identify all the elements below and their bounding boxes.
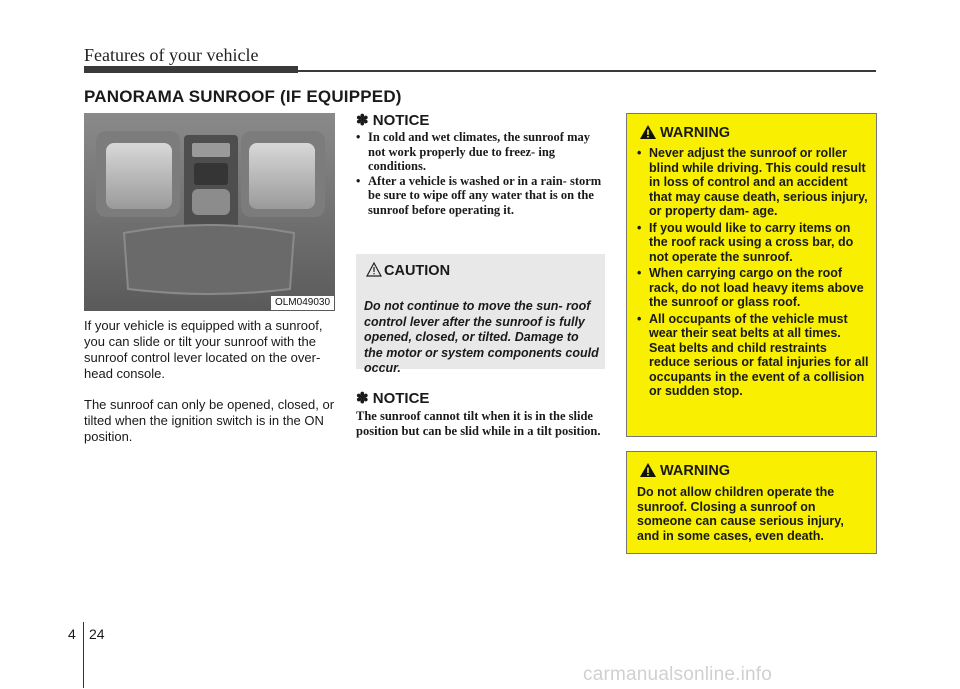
section-title: PANORAMA SUNROOF (IF EQUIPPED)	[84, 87, 402, 106]
notice-item: • In cold and wet climates, the sunroof may not work properly due to freez- ing conditions.	[356, 130, 606, 174]
warning-item: • Never adjust the sunroof or roller blind while driving. This could result in loss of control and an accident that may cause death, serious injury, or property dam- age.	[637, 146, 869, 219]
caution-box	[356, 254, 605, 375]
body-paragraph-1: If your vehicle is equipped with a sunroof, you can slide or tilt your sunroof with the sunroof control lever located on the over- head console.	[84, 318, 323, 381]
warning-heading-1: WARNING	[660, 125, 731, 141]
photo-caption: OLM049030	[271, 296, 334, 310]
caution-triangle-icon	[366, 262, 382, 277]
warning-box-2	[626, 451, 877, 554]
warning-heading-2: WARNING	[660, 463, 731, 479]
header-rule-thick	[84, 66, 298, 73]
notice-heading-1: ✽ NOTICE	[356, 112, 430, 129]
watermark: carmanualsonline.info	[583, 664, 773, 685]
notice-item: • After a vehicle is washed or in a rain- storm be sure to wipe off any water that is on the sunroof before operating it.	[356, 174, 606, 218]
notice-heading-2: ✽ NOTICE	[356, 390, 430, 407]
body-paragraph-2: The sunroof can only be opened, closed, or tilted when the ignition switch is in the ON position.	[84, 397, 335, 444]
header-rule-thin	[298, 70, 876, 72]
notice-list-1	[356, 130, 606, 217]
warning-item: • If you would like to carry items on the roof rack using a cross bar, do not operate the sunroof.	[637, 221, 869, 265]
warning-triangle-icon	[639, 462, 657, 478]
warning-item: • When carrying cargo on the roof rack, do not load heavy items above the sunroof or glass roof.	[637, 266, 869, 310]
chapter-number: 4	[68, 626, 76, 642]
notice-text-2: The sunroof cannot tilt when it is in the slide position but can be slid while in a tilt position.	[356, 409, 601, 438]
overhead-console-photo	[84, 113, 335, 311]
caution-heading: CAUTION	[384, 263, 451, 279]
warning-box-1	[626, 113, 877, 437]
page-header-title: Features of your vehicle	[84, 45, 259, 65]
warning-item: • All occupants of the vehicle must wear their seat belts at all times. Seat belts and child restraints reduce serious or fatal injuries for all occupants in the event of a collision or sudden stop.	[637, 312, 869, 399]
warning-list-1	[637, 146, 869, 401]
page-number: 24	[89, 626, 105, 642]
warning-triangle-icon	[639, 124, 657, 140]
footer-divider	[83, 622, 84, 688]
caution-text: Do not continue to move the sun- roof control lever after the sunroof is fully opened, closed, or tilted. Damage to the motor or system components could occur.	[364, 299, 599, 375]
warning-text-2: Do not allow children operate the sunroof. Closing a sunroof on someone can cause serious injury, and in some cases, even death.	[637, 485, 844, 543]
